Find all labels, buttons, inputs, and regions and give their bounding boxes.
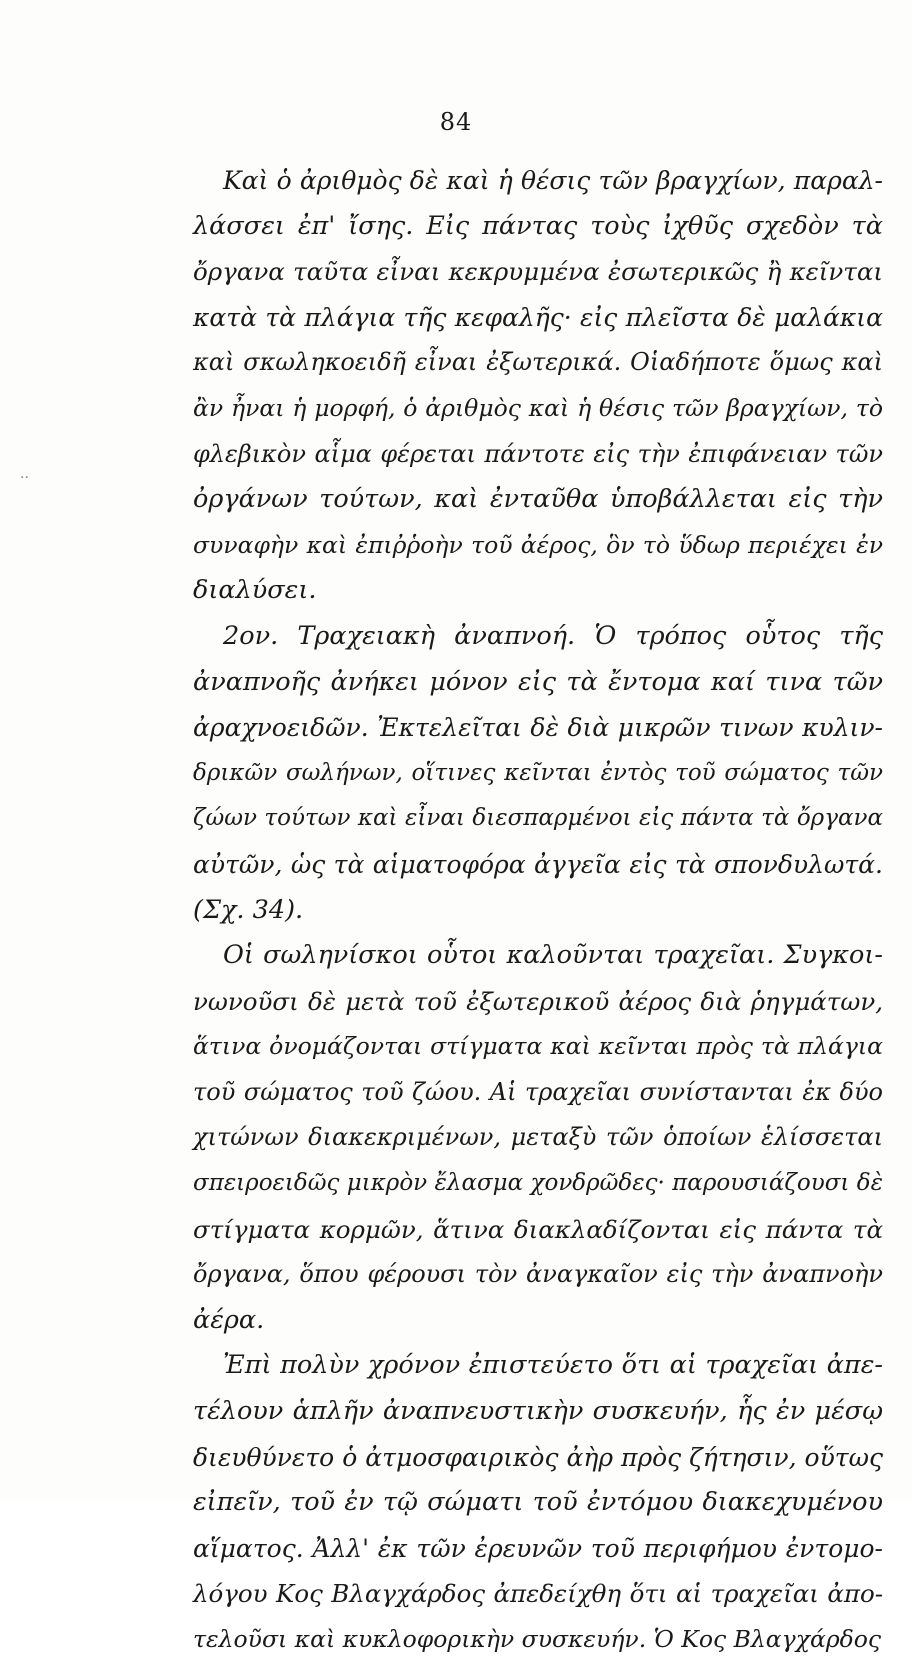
- text-line: στίγματα κορμῶν, ἅτινα διακλαδίζονται εἰς πάντα τὰ: [193, 1214, 883, 1244]
- margin-mark: ··: [20, 470, 29, 486]
- text-line: εἰπεῖν, τοῦ ἐν τῷ σώματι τοῦ ἐντόμου διακεχυμένου: [193, 1487, 883, 1518]
- text-line: ζώων τούτων καὶ εἶναι διεσπαρμένοι εἰς πάντα τὰ ὄργανα: [193, 805, 883, 832]
- text-line: ὀργάνων τούτων, καὶ ἐνταῦθα ὑποβάλλεται εἰς τὴν: [193, 484, 883, 515]
- text-line: συναφὴν καὶ ἐπιῤῥοὴν τοῦ ἀέρος, ὃν τὸ ὕδωρ περιέχει ἐν: [193, 530, 883, 559]
- text-line: Ἐπὶ πολὺν χρόνον ἐπιστεύετο ὅτι αἱ τραχεῖαι ἀπε-: [223, 1350, 883, 1381]
- text-line: τελοῦσι καὶ κυκλοφορικὴν συσκευήν. Ὁ Κος Βλαγχάρδος: [193, 1625, 882, 1653]
- text-line: ὄργανα ταῦτα εἶναι κεκρυμμένα ἐσωτερικῶς ἢ κεῖνται: [193, 257, 883, 287]
- text-line: τέλουν ἁπλῆν ἀναπνευστικὴν συσκευήν, ἧς ἐν μέσῳ: [193, 1396, 883, 1427]
- text-line: ὄργανα, ὅπου φέρουσι τὸν ἀναγκαῖον εἰς τὴν ἀναπνοὴν: [193, 1260, 883, 1289]
- text-line: χιτώνων διακεκριμένων, μεταξὺ τῶν ὁποίων ἑλίσσεται: [193, 1123, 883, 1152]
- text-line: λόγου Κος Βλαγχάρδος ἀπεδείχθη ὅτι αἱ τραχεῖαι ἀπο-: [193, 1579, 883, 1609]
- figure-reference: (Σχ. 34).: [193, 894, 304, 925]
- text-line: ἅτινα ὀνομάζονται στίγματα καὶ κεῖνται πρὸς τὰ πλάγια: [193, 1032, 883, 1061]
- body-text: [193, 158, 883, 1663]
- page-number: 84: [439, 108, 473, 136]
- section-heading-line: 2ον. Τραχειακὴ ἀναπνοή. Ὁ τρόπος οὗτος τῆς: [223, 620, 883, 651]
- text-line: καὶ σκωληκοειδῆ εἶναι ἐξωτερικά. Οἱαδήποτε ὅμως καὶ: [193, 348, 883, 377]
- text-line: αὐτῶν, ὡς τὰ αἱματοφόρα ἀγγεῖα εἰς τὰ σπονδυλωτά.: [193, 849, 883, 879]
- text-line: Οἱ σωληνίσκοι οὗτοι καλοῦνται τραχεῖαι. Συγκοι-: [223, 940, 883, 971]
- text-line: τοῦ σώματος τοῦ ζώου. Αἱ τραχεῖαι συνίστανται ἐκ δύο: [193, 1077, 883, 1106]
- text-line: λάσσει ἐπ' ἴσης. Εἰς πάντας τοὺς ἰχθῦς σχεδὸν τὰ: [193, 210, 883, 241]
- text-line: διαλύσει.: [193, 575, 317, 606]
- text-line: νωνοῦσι δὲ μετὰ τοῦ ἐξωτερικοῦ ἀέρος διὰ ῥηγμάτων,: [193, 986, 883, 1016]
- text-line: κατὰ τὰ πλάγια τῆς κεφαλῆς· εἰς πλεῖστα δὲ μαλάκια: [193, 302, 883, 332]
- text-line: Καὶ ὁ ἀριθμὸς δὲ καὶ ἡ θέσις τῶν βραγχίων, παραλ-: [223, 166, 883, 195]
- text-line: αἵματος. Ἀλλ' ἐκ τῶν ἐρευνῶν τοῦ περιφήμου ἐντομο-: [193, 1533, 883, 1563]
- text-line: διευθύνετο ὁ ἀτμοσφαιρικὸς ἀὴρ πρὸς ζήτησιν, οὕτως: [193, 1442, 883, 1472]
- text-line: φλεβικὸν αἷμα φέρεται πάντοτε εἰς τὴν ἐπιφάνειαν τῶν: [193, 439, 883, 468]
- text-line: ἂν ἦναι ἡ μορφή, ὁ ἀριθμὸς καὶ ἡ θέσις τῶν βραγχίων, τὸ: [193, 393, 883, 422]
- text-line: ἀέρα.: [193, 1304, 265, 1335]
- text-line: ἀραχνοειδῶν. Ἐκτελεῖται δὲ διὰ μικρῶν τινων κυλιν-: [193, 713, 883, 743]
- text-line: σπειροειδῶς μικρὸν ἔλασμα χονδρῶδες· παρουσιάζουσι δὲ: [193, 1170, 883, 1197]
- text-line: δρικῶν σωλήνων, οἵτινες κεῖνται ἐντὸς τοῦ σώματος τῶν: [193, 759, 883, 786]
- text-line: ἀναπνοῆς ἀνήκει μόνον εἰς τὰ ἔντομα καί τινα τῶν: [193, 666, 883, 697]
